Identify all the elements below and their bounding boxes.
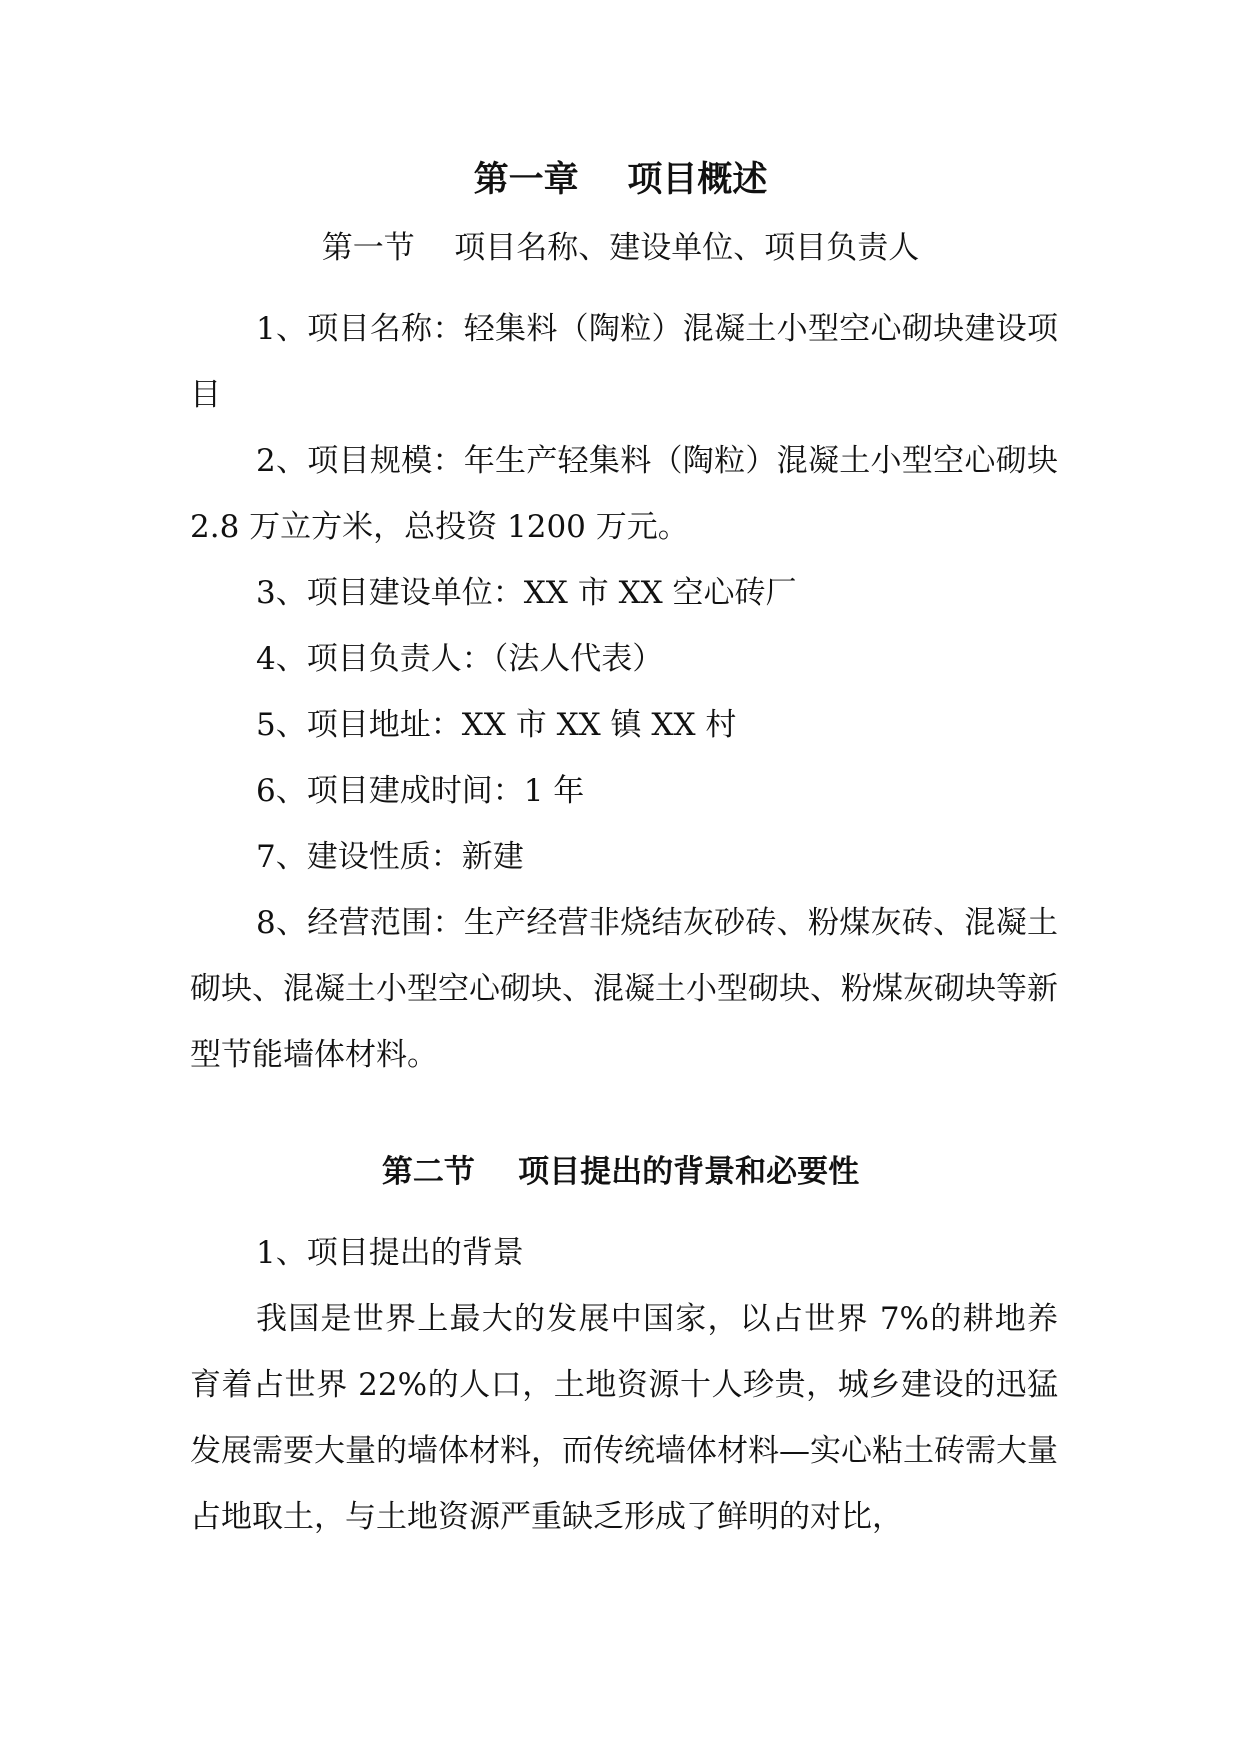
- item-construction-unit: 3、项目建设单位：XX 市 XX 空心砖厂: [256, 575, 797, 611]
- item-project-address: 5、项目地址：XX 市 XX 镇 XX 村: [256, 707, 737, 743]
- item-completion-time: 6、项目建成时间：1 年: [256, 773, 585, 809]
- item-construction-nature: 7、建设性质：新建: [256, 839, 524, 875]
- chapter-title: 第一章 项目概述: [473, 160, 768, 200]
- background-subheading: 1、项目提出的背景: [256, 1235, 524, 1271]
- item-project-leader: 4、项目负责人：（法人代表）: [256, 641, 664, 677]
- item-project-scale: 2、项目规模：年生产轻集料（陶粒）混凝土小型空心砌块 2.8 万立方米，总投资 1200 万元。: [190, 443, 1058, 545]
- section-1-body: [190, 296, 1058, 1088]
- section-1-title: 第一节 项目名称、建设单位、项目负责人: [321, 230, 920, 266]
- item-business-scope: 8、经营范围：生产经营非烧结灰砂砖、粉煤灰砖、混凝土砌块、混凝土小型空心砌块、混凝土小型砌块、粉煤灰砌块等新型节能墙体材料。: [190, 905, 1058, 1073]
- section-2-body: [190, 1220, 1058, 1550]
- background-paragraph: 我国是世界上最大的发展中国家，以占世界 7%的耕地养育着占世界 22%的人口，土地资源十人珍贵，城乡建设的迅猛发展需要大量的墙体材料，而传统墙体材料—实心粘土砖需大量占地取土，与土地资源严重缺乏形成了鲜明的对比，: [190, 1301, 1058, 1535]
- item-project-name: 1、项目名称：轻集料（陶粒）混凝土小型空心砌块建设项目: [190, 311, 1058, 413]
- section-2-title: 第二节 项目提出的背景和必要性: [381, 1154, 860, 1190]
